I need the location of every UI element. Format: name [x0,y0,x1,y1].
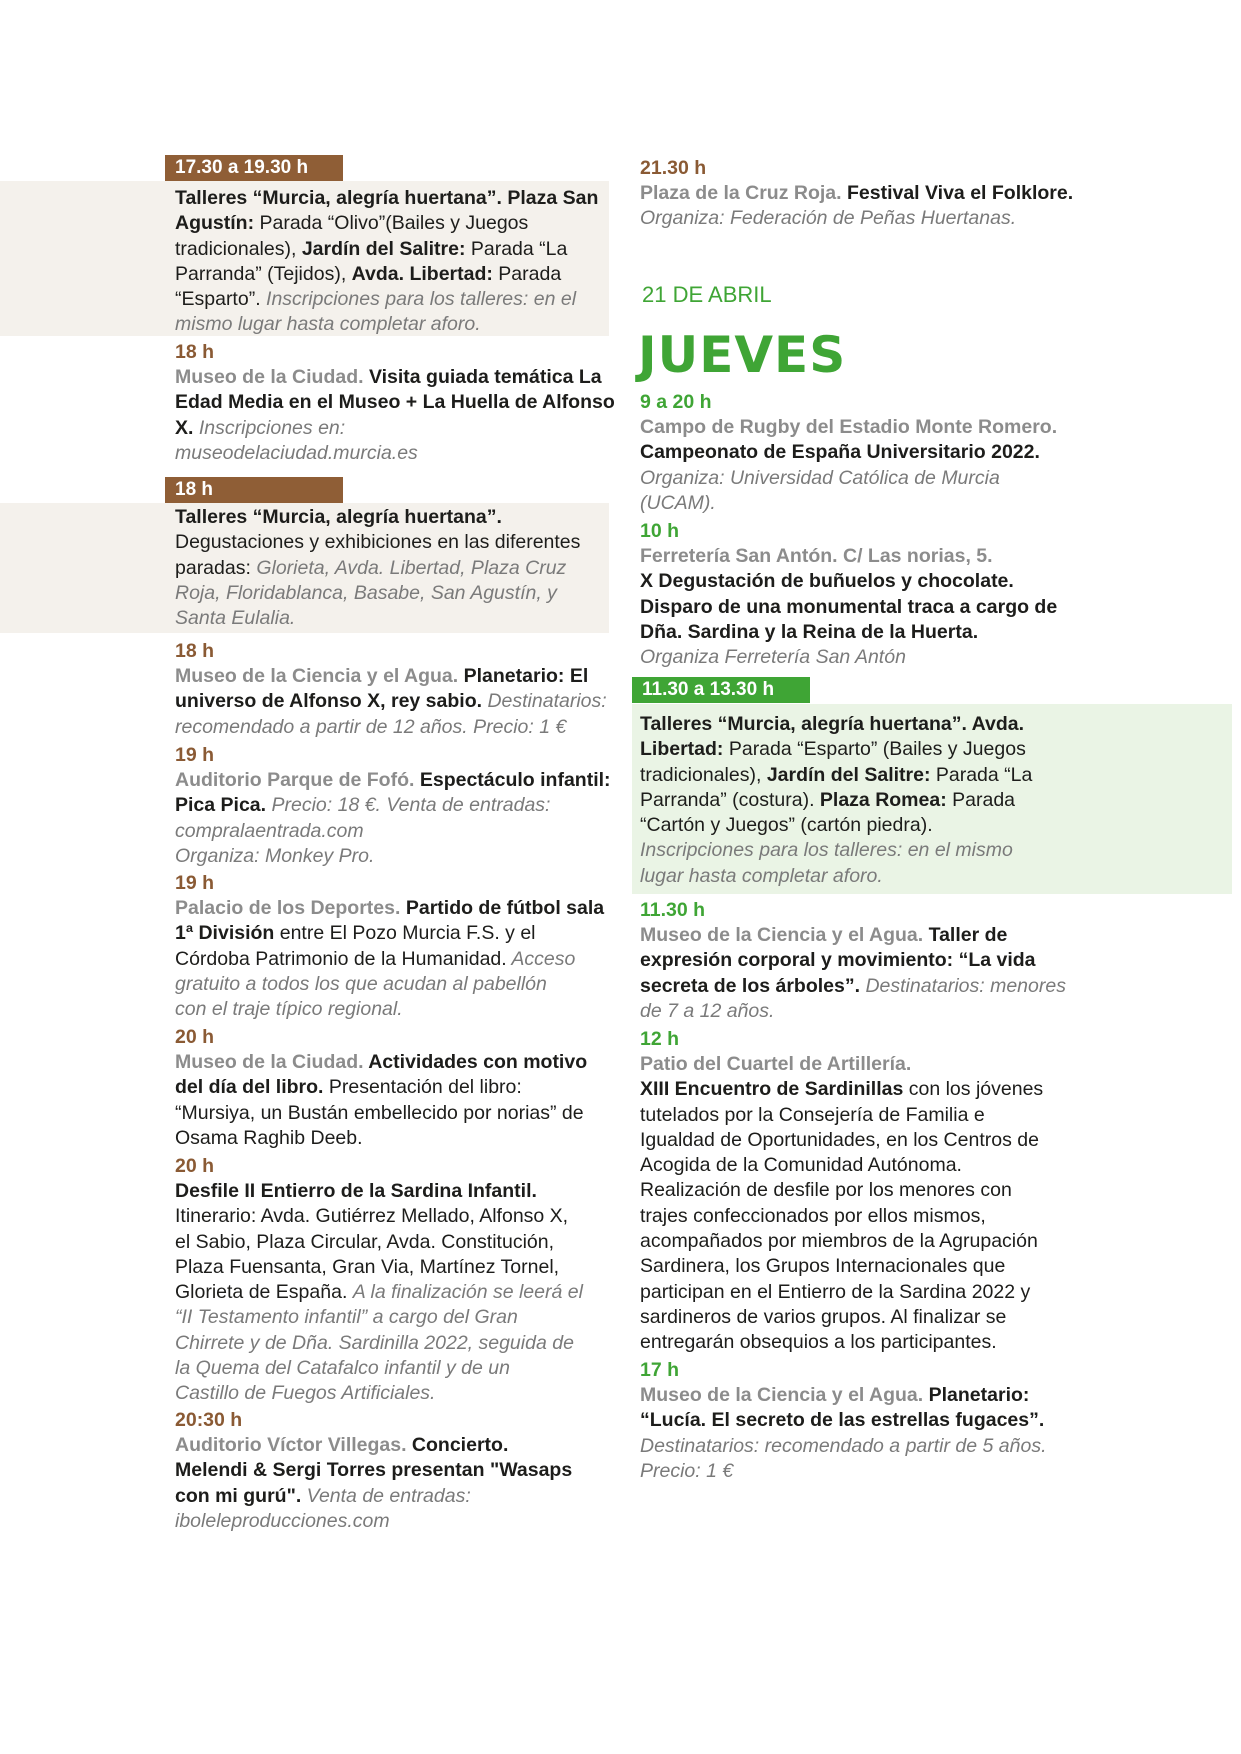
event-time: 20:30 h [175,1409,243,1431]
event-time: 19 h [175,744,215,766]
event-festival-folklore: 21.30 h Plaza de la Cruz Roja. Festival Viva el Folklore. Organiza: Federación de Peñas Huertanas. [640,157,1074,230]
event-rugby-universitario: 9 a 20 h Campo de Rugby del Estadio Monte Romero. Campeonato de España Universitario 2022. Organiza: Universidad Católica de Murcia (UCAM). [640,391,1058,514]
event-museo-ciudad-visita: 18 h Museo de la Ciudad. Visita guiada temática La Edad Media en el Museo + La Huella de Alfonso X. Inscripciones en: museodelaciudad.murcia.es [175,341,615,464]
event-time: 21.30 h [640,157,707,179]
event-futbol-sala: 19 h Palacio de los Deportes. Partido de fútbol sala 1ª División entre El Pozo Murcia F.S. y el Córdoba Patrimonio de la Humanidad. Acceso gratuito a todos los que acudan al pabellón con el traje típico regional. [175,872,605,1021]
time-tag: 17.30 a 19.30 h [165,155,343,181]
event-talleres-avda-libertad: Talleres “Murcia, alegría huertana”. Avda. Libertad: Parada “Esparto” (Bailes y Juegos tradicionales), Jardín del Salitre: Parada “La Parranda” (costura). Plaza Romea: Parada “Cartón y Juegos” (cartón piedra). Inscripciones para los talleres: en el mismo lugar hasta completar aforo. [640,713,1033,887]
event-time: 10 h [640,520,680,542]
event-dia-del-libro: 20 h Museo de la Ciudad. Actividades con motivo del día del libro. Presentación del libro: “Mursiya, un Bustán embellecido por norias” de Osama Raghib Deeb. [175,1026,588,1149]
event-time: 18 h [175,341,215,363]
event-talleres-plaza-san-agustin: Talleres “Murcia, alegría huertana”. Plaza San Agustín: Parada “Olivo”(Bailes y Juegos tradicionales), Jardín del Salitre: Parada “La Parranda” (Tejidos), Avda. Libertad: Parada “Esparto”. Inscripciones para los talleres: en el mismo lugar hasta completar aforo. [175,187,599,336]
event-time: 20 h [175,1155,215,1177]
event-planetario-alfonso: 18 h Museo de la Ciencia y el Agua. Planetario: El universo de Alfonso X, rey sabio. Destinatarios: recomendado a partir de 12 años. Precio: 1 € [175,640,607,738]
event-time: 17 h [640,1359,680,1381]
event-encuentro-sardinillas: 12 h Patio del Cuartel de Artillería. XIII Encuentro de Sardinillas con los jóvenes tutelados por la Consejería de Familia e Igualdad de Oportunidades, en los Centros de Acogida de la Comunidad Autónoma. Realización de desfile por los menores con trajes confeccionados por ellos mismos, acompañados por miembros de la Agrupación Sardinera, los Grupos Internacionales que participan en el Entierro de la Sardina 2022 y sardineros de varios grupos. Al finalizar se entregarán obsequios a los participantes. [640,1028,1044,1354]
event-time: 19 h [175,872,215,894]
event-time: 18 h [175,640,215,662]
time-tag: 18 h [165,477,343,503]
event-time: 20 h [175,1026,215,1048]
event-talleres-degustaciones: Talleres “Murcia, alegría huertana”. Degustaciones y exhibiciones en las diferentes paradas: Glorieta, Avda. Libertad, Plaza Cruz Roja, Floridablanca, Basabe, San Agustín, y Santa Eulalia. [175,506,581,630]
event-planetario-lucia: 17 h Museo de la Ciencia y el Agua. Planetario: “Lucía. El secreto de las estrellas fugaces”. Destinatarios: recomendado a partir de 5 años. Precio: 1 € [640,1359,1047,1482]
event-taller-expresion-corporal: 11.30 h Museo de la Ciencia y el Agua. Taller de expresión corporal y movimiento: “La vida secreta de los árboles”. Destinatarios: menores de 7 a 12 años. [640,899,1066,1022]
event-time: 12 h [640,1028,680,1050]
event-degustacion-bunuelos: 10 h Ferretería San Antón. C/ Las norias, 5. X Degustación de buñuelos y chocolate. Disparo de una monumental traca a cargo de Dña. Sardina y la Reina de la Huerta. Organiza Ferretería San Antón [640,520,1058,669]
section-date: 21 DE ABRIL [642,282,772,307]
time-tag: 11.30 a 13.30 h [632,677,810,703]
event-concierto-melendi: 20:30 h Auditorio Víctor Villegas. Concierto. Melendi & Sergi Torres presentan "Wasaps con mi gurú". Venta de entradas: iboleleproducciones.com [175,1409,573,1532]
section-weekday: JUEVES [638,326,847,384]
event-desfile-sardina-infantil: 20 h Desfile II Entierro de la Sardina Infantil. Itinerario: Avda. Gutiérrez Mellado, Alfonso X, el Sabio, Plaza Circular, Avda. Constitución, Plaza Fuensanta, Gran Via, Martínez Tornel, Glorieta de España. A la finalización se leerá el “II Testamento infantil” a cargo del Gran Chirrete y de Dña. Sardinilla 2022, seguida de la Quema del Catafalco infantil y de un Castillo de Fuegos Artificiales. [175,1155,583,1405]
event-time: 11.30 h [640,899,706,921]
event-pica-pica: 19 h Auditorio Parque de Fofó. Espectáculo infantil: Pica Pica. Precio: 18 €. Venta de entradas: compralaentrada.com Organiza: Monkey Pro. [175,744,611,867]
event-time: 9 a 20 h [640,391,712,413]
